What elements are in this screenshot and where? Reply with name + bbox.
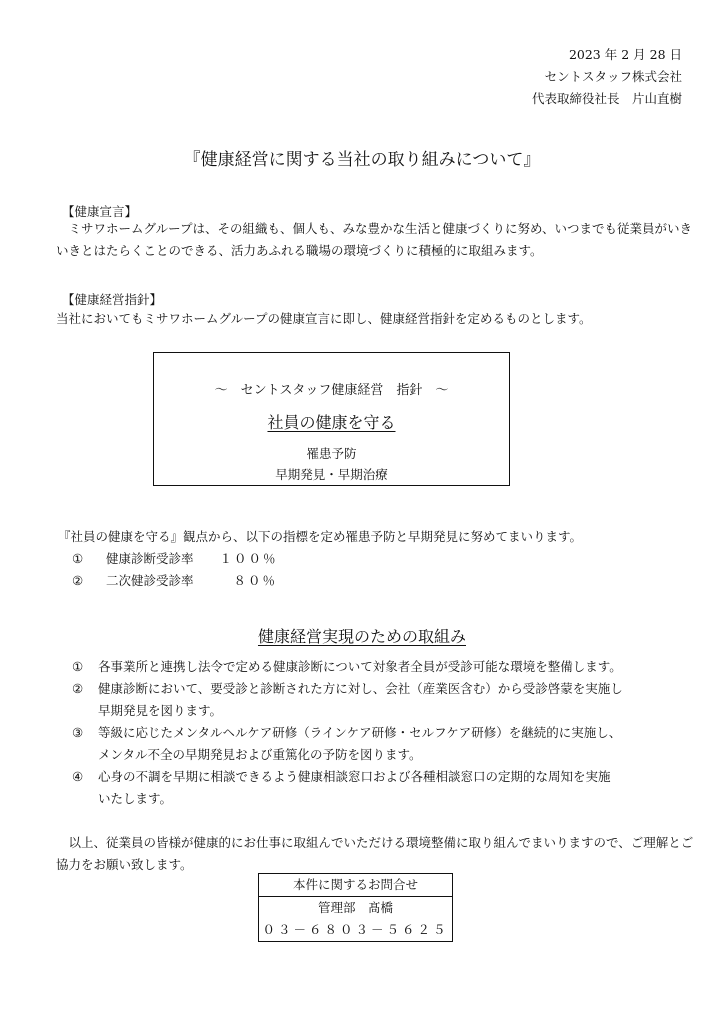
contact-box — [258, 873, 453, 942]
company-name: セントスタッフ株式会社 — [544, 69, 682, 84]
initiatives-heading: 健康経営実現のための取組み — [257, 627, 466, 646]
contact-heading: 本件に関するお問合せ — [259, 874, 452, 897]
initiative-line: 心身の不調を早期に相談できるよう健康相談窓口および各種相談窓口の定期的な周知を実施 — [98, 769, 611, 784]
targets-list — [72, 548, 277, 592]
document-title: 『健康経営に関する当社の取り組みについて』 — [183, 150, 541, 170]
policy-item: 罹患予防 — [306, 446, 357, 461]
target-number: ② — [72, 573, 84, 588]
initiative-line: 早期発見を図ります。 — [98, 703, 223, 718]
initiative-item — [72, 656, 702, 678]
declaration-text: ミサワホームグループは、その組織も、個人も、みな豊かな生活と健康づくりに努め、いつまでも従業員がいきいきとはたらくことのできる、活力あふれる職場の環境づくりに積極的に取組みます。 — [56, 221, 693, 258]
target-value: ８０％ — [233, 573, 277, 588]
contact-phone: ０３－６８０３－５６２５ — [262, 922, 449, 937]
initiative-line: メンタル不全の早期発見および重篤化の予防を図ります。 — [98, 747, 422, 762]
target-label: 二次健診受診率 — [105, 573, 194, 588]
contact-department: 管理部 髙橋 — [317, 900, 393, 915]
policy-box — [153, 352, 510, 486]
initiatives-list — [72, 656, 702, 810]
guideline-text: 当社においてもミサワホームグループの健康宣言に即し、健康経営指針を定めるものとします。 — [56, 311, 592, 326]
initiative-item — [72, 678, 702, 722]
issue-date: 2023 年 2 月 28 日 — [568, 47, 682, 62]
policy-heading: ～ セントスタッフ健康経営 指針 ～ — [214, 383, 449, 398]
target-label: 健康診断受診率 — [105, 551, 194, 566]
document-header — [382, 44, 682, 110]
target-item — [72, 548, 277, 570]
target-number: ① — [72, 551, 84, 566]
initiative-line: 各事業所と連携し法令で定める健康診断について対象者全員が受診可能な環境を整備します。 — [98, 659, 622, 674]
targets-intro: 『社員の健康を守る』観点から、以下の指標を定め罹患予防と早期発見に努めてまいります。 — [58, 529, 583, 544]
target-value: １００％ — [219, 551, 278, 566]
initiative-number: ③ — [72, 725, 84, 740]
policy-item: 早期発見・早期治療 — [275, 467, 388, 482]
representative-name: 代表取締役社長 片山直樹 — [531, 91, 682, 106]
initiative-line: 等級に応じたメンタルヘルケア研修（ラインケア研修・セルフケア研修）を継続的に実施し、 — [98, 725, 622, 740]
initiative-number: ① — [72, 659, 84, 674]
guideline-label: 【健康経営指針】 — [62, 292, 163, 307]
initiative-item — [72, 722, 702, 766]
initiative-number: ④ — [72, 769, 84, 784]
initiative-number: ② — [72, 681, 84, 696]
initiative-line: いたします。 — [98, 791, 173, 806]
initiative-line: 健康診断において、要受診と診断された方に対し、会社（産業医含む）から受診啓蒙を実施し — [98, 681, 623, 696]
policy-main: 社員の健康を守る — [267, 413, 396, 432]
initiative-item — [72, 766, 702, 810]
declaration-label: 【健康宣言】 — [62, 204, 138, 219]
closing-text: 以上、従業員の皆様が健康的にお仕事に取組んでいただける環境整備に取り組んでまいりますので、ご理解とご協力をお願い致します。 — [56, 835, 694, 872]
target-item — [72, 570, 277, 592]
